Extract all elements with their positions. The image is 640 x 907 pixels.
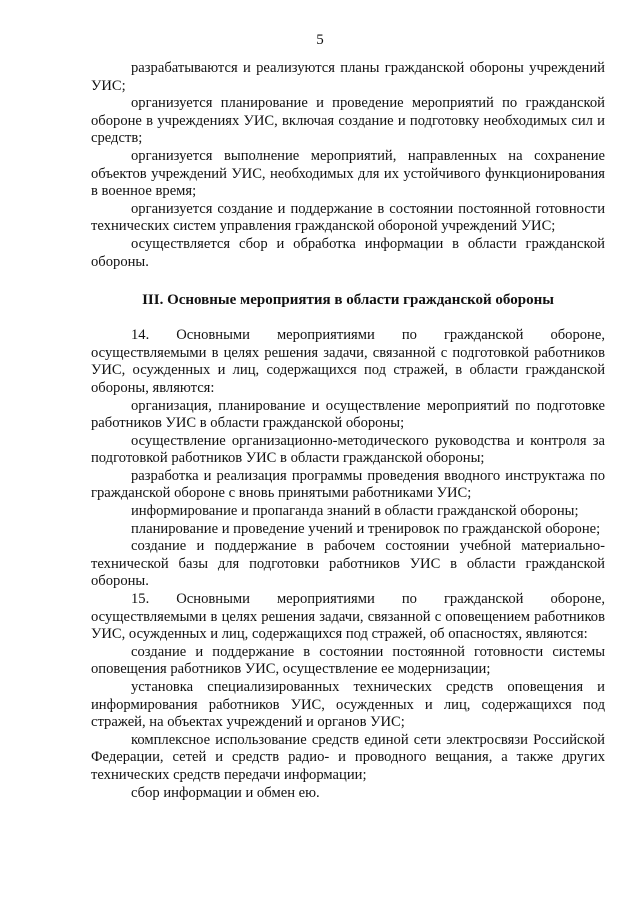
paragraph: организуется планирование и проведение мероприятий по гражданской обороне в учреждениях УИС, включая создание и подготовку необходимых сил и средств; bbox=[91, 95, 605, 147]
paragraph: 15. Основными мероприятиями по гражданской обороне, осуществляемыми в целях решения задачи, связанной с оповещением работников УИС, осужденных и лиц, содержащихся под стражей, об опасностях, являются: bbox=[91, 591, 605, 643]
paragraph: создание и поддержание в рабочем состоянии учебной материально-технической базы для подготовки работников УИС в области гражданской обороны. bbox=[91, 538, 605, 590]
page-number: 5 bbox=[316, 32, 324, 48]
paragraph: осуществляется сбор и обработка информации в области гражданской обороны. bbox=[91, 235, 605, 270]
paragraph: комплексное использование средств единой сети электросвязи Российской Федерации, сетей и средств радио- и проводного вещания, а также других технических средств передачи информации; bbox=[91, 731, 605, 783]
paragraph: создание и поддержание в состоянии постоянной готовности системы оповещения работников УИС, осуществление ее модернизации; bbox=[91, 643, 605, 678]
paragraph: организуется выполнение мероприятий, направленных на сохранение объектов учреждений УИС, необходимых для их устойчивого функционирования в военное время; bbox=[91, 147, 605, 200]
paragraph: планирование и проведение учений и тренировок по гражданской обороне; bbox=[131, 520, 601, 537]
paragraph: информирование и пропаганда знаний в области гражданской обороны; bbox=[131, 503, 579, 520]
paragraph: установка специализированных технических средств оповещения и информирования работников УИС, осужденных и лиц, содержащихся под стражей, на объектах учреждений и органов УИС; bbox=[91, 679, 605, 731]
section-heading: III. Основные мероприятия в области гражданской обороны bbox=[142, 292, 554, 309]
paragraph: разрабатываются и реализуются планы гражданской обороны учреждений УИС; bbox=[91, 60, 605, 94]
paragraph: разработка и реализация программы проведения вводного инструктажа по гражданской обороне с вновь принятыми работниками УИС; bbox=[91, 467, 605, 502]
document-body bbox=[91, 60, 605, 802]
paragraph: 14. Основными мероприятиями по гражданской обороне, осуществляемыми в целях решения задачи, связанной с подготовкой работников УИС, осужденных и лиц, содержащихся под стражей, в области гражданской обороны, являются: bbox=[91, 327, 605, 396]
paragraph: организация, планирование и осуществление мероприятий по подготовке работников УИС в области гражданской обороны; bbox=[91, 397, 605, 432]
paragraph: организуется создание и поддержание в состоянии постоянной готовности технических систем управления гражданской обороной учреждений УИС; bbox=[91, 200, 605, 235]
paragraph: сбор информации и обмен ею. bbox=[131, 784, 320, 801]
paragraph: осуществление организационно-методического руководства и контроля за подготовкой работников УИС в области гражданской обороны; bbox=[91, 432, 605, 467]
